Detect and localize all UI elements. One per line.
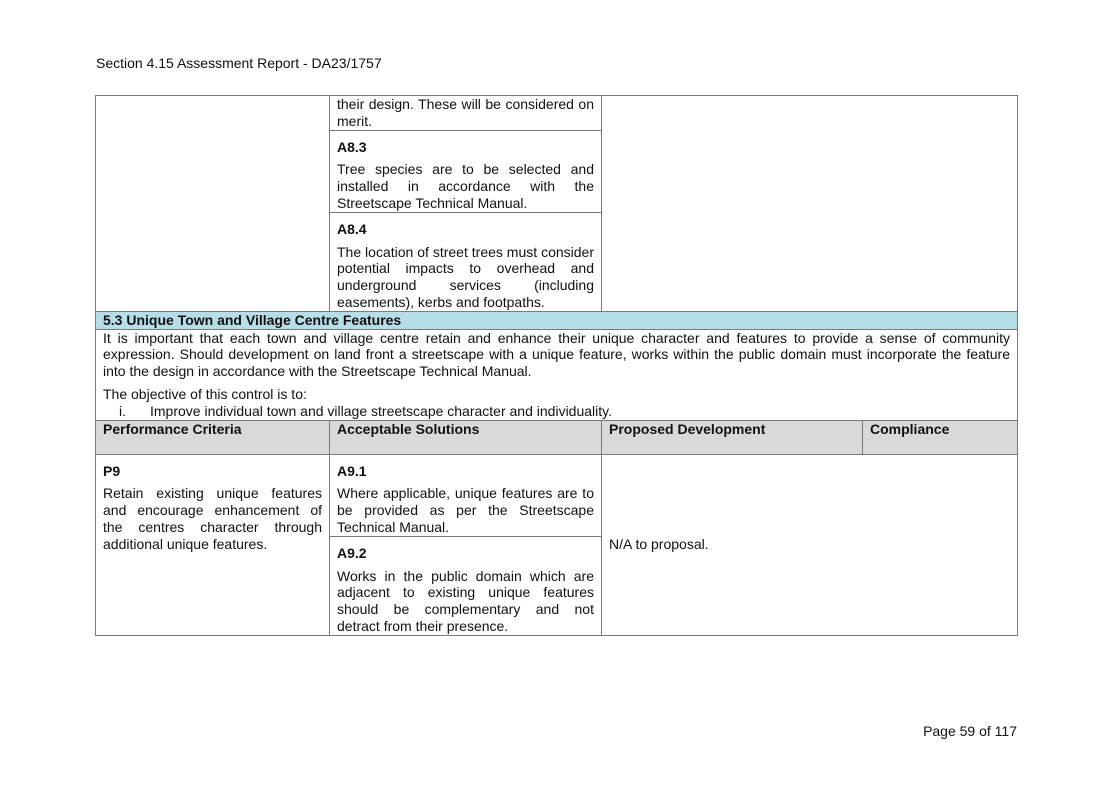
section-heading-row — [96, 311, 1018, 329]
criteria-text: Retain existing unique features and encourage enhancement of the centres character through additional unique features. — [103, 485, 322, 552]
solution-text: Works in the public domain which are adjacent to existing unique features should be complementary and not detract from their presence. — [337, 567, 594, 634]
solution-cell-a9-1 — [330, 454, 602, 536]
header-acceptable-solutions: Acceptable Solutions — [330, 420, 602, 454]
objective-list — [103, 403, 1010, 420]
criteria-code: P9 — [103, 462, 121, 479]
header-proposed-development: Proposed Development — [602, 420, 863, 454]
page-number: Page 59 of 117 — [923, 723, 1017, 739]
report-header-title: Section 4.15 Assessment Report - DA23/1757 — [96, 55, 382, 71]
continuation-row-1 — [96, 96, 1018, 131]
column-header-row — [96, 420, 1018, 454]
solution-cell-a9-2 — [330, 536, 602, 635]
continuation-solution-text: their design. These will be considered on merit. — [330, 96, 602, 131]
solution-code: A8.3 — [337, 138, 367, 155]
performance-criteria-cell — [96, 454, 330, 635]
assessment-table — [95, 95, 1018, 636]
solution-code: A8.4 — [337, 220, 367, 237]
section-title: 5.3 Unique Town and Village Centre Features — [96, 311, 1018, 329]
section-intro-row — [96, 329, 1018, 420]
objective-text: Improve individual town and village streetscape character and individuality. — [150, 402, 612, 419]
criteria-row-p9 — [96, 454, 1018, 536]
solution-text: Where applicable, unique features are to be provided as per the Streetscape Technical Manual. — [337, 485, 594, 535]
solution-text: The location of street trees must consider potential impacts to overhead and underground services (including easements), kerbs and footpaths. — [337, 243, 594, 310]
objective-intro: The objective of this control is to: — [103, 385, 307, 402]
solution-code: A9.2 — [337, 544, 367, 561]
header-compliance: Compliance — [863, 420, 1018, 454]
continuation-criteria-cell — [96, 96, 330, 312]
proposed-development-text: N/A to proposal. — [609, 536, 709, 553]
solution-text: Tree species are to be selected and installed in accordance with the Streetscape Technical Manual. — [337, 161, 594, 211]
section-intro-cell — [96, 329, 1018, 420]
section-intro-text: It is important that each town and village centre retain and enhance their unique character and features to provide a sense of community expression. Should development on land front a streetscape with a unique feature, works within the public domain must incorporate the feature into the design in accordance with the Streetscape Technical Manual. — [103, 329, 1010, 380]
objective-item — [103, 403, 1010, 420]
objective-number: i. — [119, 402, 126, 419]
solution-cell-a8-3 — [330, 130, 602, 212]
continuation-assessment-cell — [602, 96, 1018, 312]
header-performance-criteria: Performance Criteria — [96, 420, 330, 454]
solution-code: A9.1 — [337, 462, 367, 479]
solution-cell-a8-4 — [330, 212, 602, 311]
proposed-development-cell — [602, 454, 1018, 635]
